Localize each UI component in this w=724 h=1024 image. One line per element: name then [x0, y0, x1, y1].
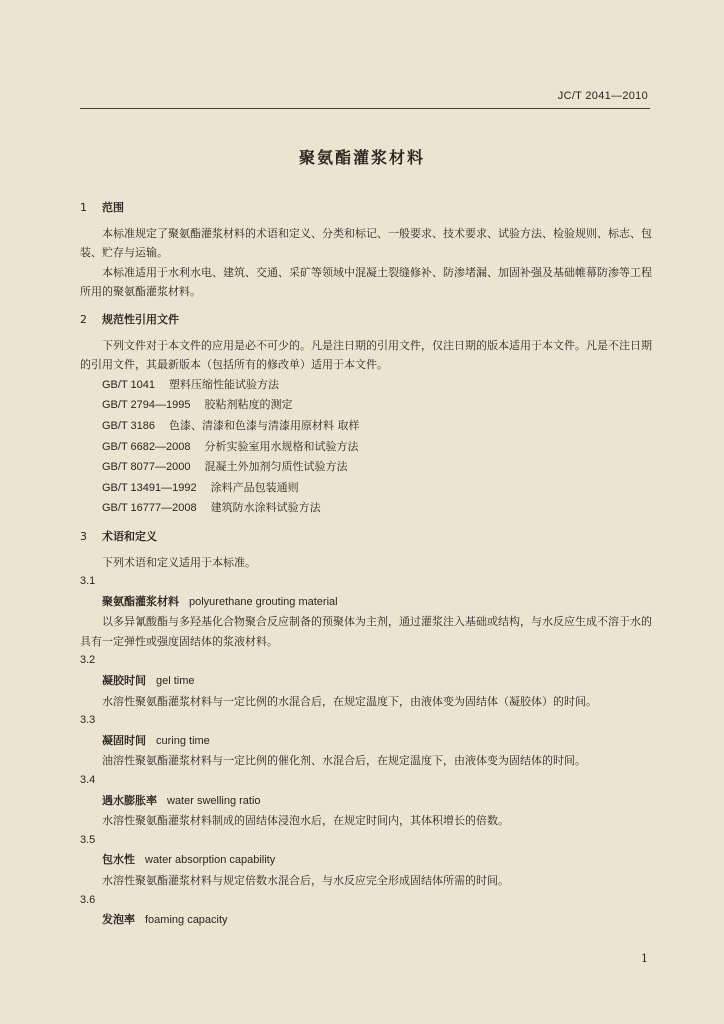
term-chinese: 凝固时间 — [102, 733, 146, 747]
reference-title: 建筑防水涂料试验方法 — [210, 501, 321, 515]
section-number: 1 — [80, 201, 87, 214]
term-definition: 水溶性聚氨酯灌浆材料与一定比例的水混合后，在规定温度下，由液体变为固结体（凝胶体）的时间。 — [102, 694, 597, 708]
term-definition: 水溶性聚氨酯灌浆材料与规定倍数水混合后，与水反应完全形成固结体所需的时间。 — [102, 874, 509, 887]
term-list — [80, 572, 652, 931]
term-english: polyurethane grouting material — [189, 595, 338, 608]
term-definition: 水溶性聚氨酯灌浆材料制成的固结体浸泡水后，在规定时间内，其体积增长的倍数。 — [102, 814, 509, 828]
scope-paragraph-2: 本标准适用于水利水电、建筑、交通、采矿等领域中混凝土裂缝修补、防渗堵漏、加固补强及基础帷幕防渗等工程所用的聚氨酯灌浆材料。 — [80, 265, 652, 299]
reference-code: GB/T 3186 — [102, 419, 155, 432]
term-english: curing time — [156, 734, 210, 747]
section-title: 规范性引用文件 — [102, 312, 179, 326]
term-english: gel time — [156, 675, 195, 688]
section-1-heading — [80, 198, 652, 218]
reference-title: 塑料压缩性能试验方法 — [169, 377, 279, 391]
section-title: 范围 — [102, 201, 124, 214]
standard-code: JC/T 2041—2010 — [557, 90, 648, 102]
term-chinese: 发泡率 — [102, 913, 135, 927]
reference-item — [80, 478, 652, 499]
term-chinese: 遇水膨胀率 — [102, 793, 157, 807]
section-number: 2 — [80, 312, 87, 326]
document-title: 聚氨酯灌浆材料 — [298, 148, 425, 167]
term-heading — [80, 910, 652, 931]
term-chinese: 包水性 — [102, 853, 135, 867]
references-intro: 下列文件对于本文件的应用是必不可少的。凡是注日期的引用文件，仅注日期的版本适用于本文件。凡是不注日期的引用文件，其最新版本（包括所有的修改单）适用于本文件。 — [80, 338, 652, 372]
reference-title: 混凝土外加剂匀质性试验方法 — [204, 460, 348, 474]
section-number: 3 — [80, 529, 87, 543]
term-number: 3.5 — [80, 833, 96, 846]
reference-item — [80, 437, 652, 458]
term-heading — [80, 592, 652, 613]
reference-code: GB/T 16777—2008 — [102, 502, 197, 515]
term-definition: 以多异氰酸酯与多羟基化合物聚合反应制备的预聚体为主剂，通过灌浆注入基础或结构，与水反应生成不溶于水的具有一定弹性或强度固结体的浆液材料。 — [80, 615, 652, 648]
term-number: 3.1 — [80, 575, 96, 588]
reference-title: 分析实验室用水规格和试验方法 — [204, 439, 359, 453]
section-2-heading — [80, 310, 652, 330]
reference-title: 涂料产品包装通则 — [210, 480, 299, 494]
reference-item — [80, 457, 652, 478]
reference-item — [80, 395, 652, 416]
document-body — [80, 198, 652, 931]
reference-code: GB/T 2794—1995 — [102, 399, 191, 412]
reference-item — [80, 416, 652, 437]
reference-list — [80, 375, 652, 519]
term-number: 3.4 — [80, 774, 96, 787]
page-number: 1 — [641, 952, 648, 965]
reference-code: GB/T 1041 — [102, 378, 155, 391]
term-chinese: 凝胶时间 — [102, 674, 146, 688]
section-3-heading — [80, 527, 652, 547]
reference-title: 色漆、清漆和色漆与清漆用原材料 取样 — [169, 418, 360, 432]
header-rule — [80, 108, 650, 109]
term-number: 3.6 — [80, 893, 96, 906]
term-english: foaming capacity — [145, 914, 228, 927]
section-title: 术语和定义 — [102, 529, 157, 543]
term-heading — [80, 731, 652, 752]
term-heading — [80, 671, 652, 692]
term-heading — [80, 791, 652, 812]
reference-title: 胶粘剂粘度的测定 — [204, 398, 293, 412]
reference-code: GB/T 6682—2008 — [102, 440, 191, 453]
term-chinese: 聚氨酯灌浆材料 — [102, 594, 179, 608]
term-heading — [80, 850, 652, 871]
term-english: water absorption capability — [145, 854, 276, 867]
scope-paragraph-1: 本标准规定了聚氨酯灌浆材料的术语和定义、分类和标记、一般要求、技术要求、试验方法、检验规则、标志、包装、贮存与运输。 — [80, 226, 652, 260]
reference-code: GB/T 13491—1992 — [102, 481, 197, 494]
terms-intro: 下列术语和定义适用于本标准。 — [102, 555, 256, 569]
reference-item — [80, 498, 652, 519]
term-number: 3.2 — [80, 654, 96, 667]
term-number: 3.3 — [80, 714, 96, 727]
reference-code: GB/T 8077—2000 — [102, 461, 191, 474]
reference-item — [80, 375, 652, 396]
term-english: water swelling ratio — [167, 794, 261, 807]
term-definition: 油溶性聚氨酯灌浆材料与一定比例的催化剂、水混合后，在规定温度下，由液体变为固结体的时间。 — [102, 754, 586, 768]
